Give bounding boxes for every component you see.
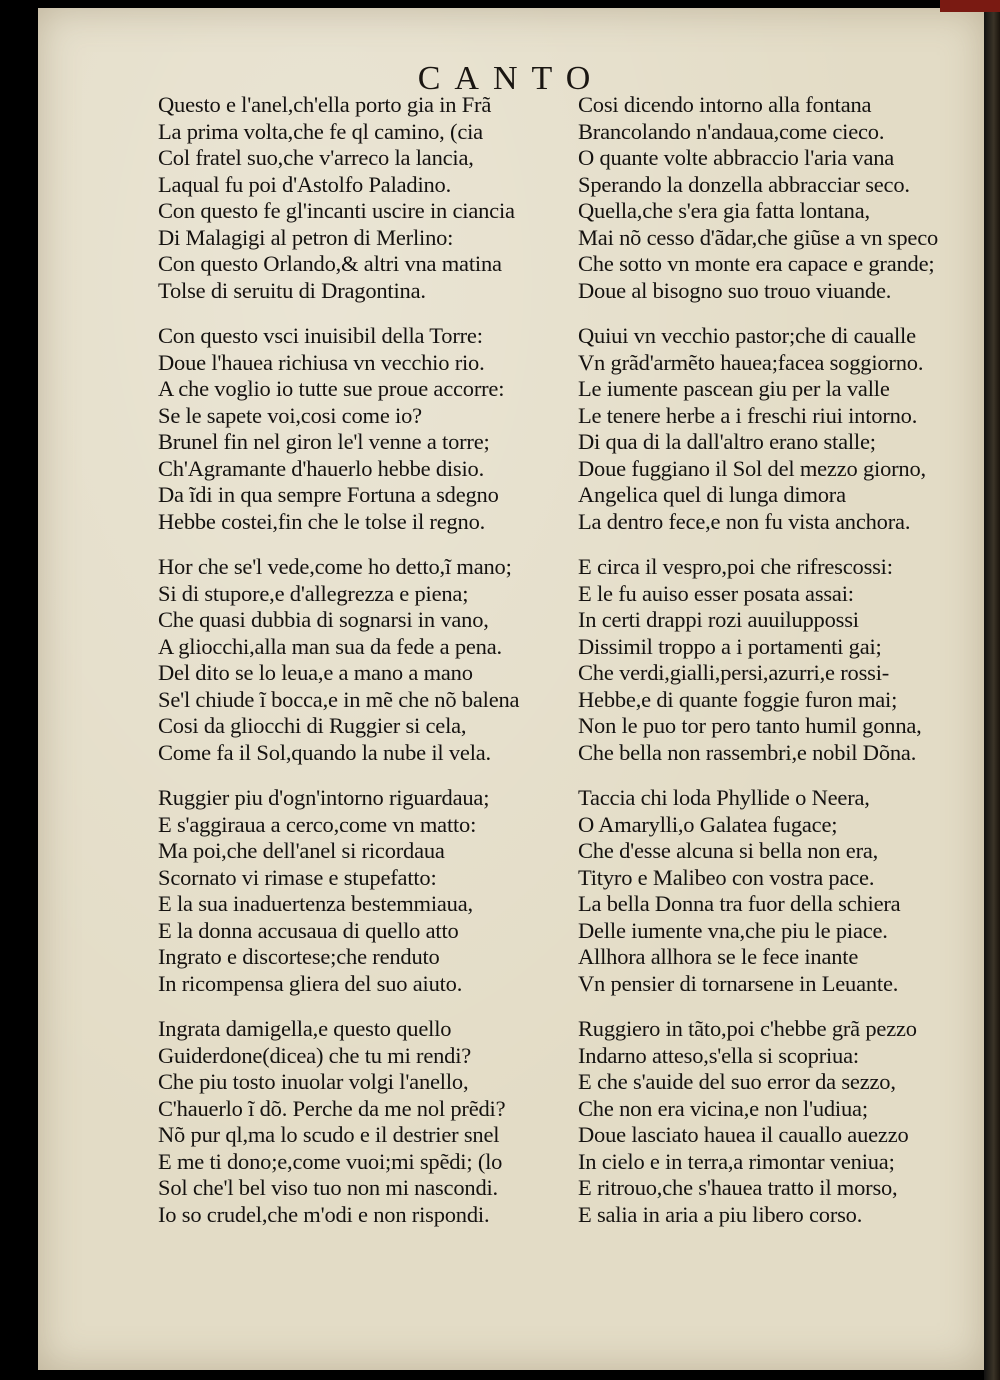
verse-line: Brunel fin nel giron le'l venne a torre; <box>158 429 490 454</box>
right-stanza <box>578 323 984 535</box>
book-page <box>38 8 984 1370</box>
verse-line: Si di stupore,e d'allegrezza e piena; <box>158 580 469 606</box>
left-column <box>158 92 578 1247</box>
verse-line: La bella Donna tra fuor della schiera <box>578 891 901 916</box>
verse-line: O Amarylli,o Galatea fugace; <box>578 811 838 837</box>
verse-line: Da ĩdi in qua sempre Fortuna a sdegno <box>158 482 499 507</box>
left-stanza <box>158 92 578 304</box>
verse-line: Come fa il Sol,quando la nube il vela. <box>158 739 491 765</box>
verse-line: Ingrato e discortese;che renduto <box>158 944 440 969</box>
verse-line: O quante volte abbraccio l'aria vana <box>578 145 895 170</box>
verse-line: Ch'Agramante d'hauerlo hebbe disio. <box>158 455 485 481</box>
verse-line: E salia in aria a piu libero corso. <box>578 1201 863 1227</box>
verse-line: Laqual fu poi d'Astolfo Paladino. <box>158 171 452 197</box>
verse-line: A che voglio io tutte sue proue accorre: <box>158 376 505 401</box>
verse-line: E la sua inaduertenza bestemmiaua, <box>158 891 473 916</box>
verse-line: Hor che se'l vede,come ho detto,ĩ mano; <box>158 554 512 579</box>
verse-line: Le tenere herbe a i freschi riui intorno. <box>578 402 918 428</box>
verse-line: Di qua di la dall'altro erano stalle; <box>578 429 876 454</box>
binding-tab <box>940 0 1000 12</box>
running-head: CANTO <box>417 60 605 97</box>
adjacent-page-edge <box>984 0 1000 1380</box>
verse-line: Che d'esse alcuna si bella non era, <box>578 838 879 863</box>
verse-line: Che piu tosto inuolar volgi l'anello, <box>158 1069 469 1094</box>
verse-line: Tolse di seruitu di Dragontina. <box>158 277 426 303</box>
verse-line: Doue al bisogno suo trouo viuande. <box>578 277 892 303</box>
verse-line: E circa il vespro,poi che rifrescossi: <box>578 554 893 579</box>
left-stanza <box>158 785 578 997</box>
verse-line: Con questo Orlando,& altri vna matina <box>158 251 502 276</box>
verse-line: Ma poi,che dell'anel si ricordaua <box>158 838 445 863</box>
right-stanza <box>578 1016 984 1228</box>
verse-line: In cielo e in terra,a rimontar veniua; <box>578 1148 895 1174</box>
verse-line: Con questo vsci inuisibil della Torre: <box>158 323 483 348</box>
verse-line: Del dito se lo leua,e a mano a mano <box>158 660 473 685</box>
verse-line: E s'aggiraua a cerco,come vn matto: <box>158 811 477 837</box>
verse-line: Delle iumente vna,che piu le piace. <box>578 917 888 943</box>
verse-line: E le fu auiso esser posata assai: <box>578 580 854 606</box>
verse-line: Angelica quel di lunga dimora <box>578 482 846 507</box>
verse-line: Mai nõ cesso d'ãdar,che giũse a vn speco <box>578 224 939 250</box>
verse-line: Dissimil troppo a i portamenti gai; <box>578 633 882 659</box>
verse-line: Che quasi dubbia di sognarsi in vano, <box>158 607 489 632</box>
left-stanza <box>158 323 578 535</box>
verse-line: In ricompensa gliera del suo aiuto. <box>158 970 463 996</box>
verse-line: La dentro fece,e non fu vista anchora. <box>578 508 911 534</box>
verse-line: Brancolando n'andaua,come cieco. <box>578 118 885 144</box>
verse-line: Con questo fe gl'incanti uscire in ciancia <box>158 198 515 223</box>
verse-line: Hebbe costei,fin che le tolse il regno. <box>158 508 486 534</box>
verse-line: Ingrata damigella,e questo quello <box>158 1016 452 1041</box>
verse-line: Che verdi,gialli,persi,azurri,e rossi- <box>578 660 890 685</box>
verse-line: Le iumente pascean giu per la valle <box>578 376 890 401</box>
verse-line: E me ti dono;e,come vuoi;mi spẽdi; (lo <box>158 1148 503 1174</box>
verse-line: Nõ pur ql,ma lo scudo e il destrier snel <box>158 1122 500 1147</box>
verse-line: Col fratel suo,che v'arreco la lancia, <box>158 145 474 170</box>
verse-line: E che s'auide del suo error da sezzo, <box>578 1069 896 1094</box>
verse-line: Cosi da gliocchi di Ruggier si cela, <box>158 713 467 738</box>
verse-line: C'hauerlo ĩ dõ. Perche da me nol prẽdi? <box>158 1095 506 1121</box>
verse-line: Doue l'hauea richiusa vn vecchio rio. <box>158 349 485 375</box>
verse-line: Doue fuggiano il Sol del mezzo giorno, <box>578 455 926 481</box>
verse-line: La prima volta,che fe ql camino, (cia <box>158 118 483 144</box>
verse-line: Cosi dicendo intorno alla fontana <box>578 92 872 117</box>
verse-line: Quella,che s'era gia fatta lontana, <box>578 198 870 223</box>
right-stanza <box>578 554 984 766</box>
verse-line: Che bella non rassembri,e nobil Dõna. <box>578 739 917 765</box>
verse-line: Indarno atteso,s'ella si scopriua: <box>578 1042 859 1068</box>
right-stanza <box>578 785 984 997</box>
verse-line: Allhora allhora se le fece inante <box>578 944 859 969</box>
verse-line: In certi drappi rozi auuiluppossi <box>578 607 859 632</box>
verse-line: Se'l chiude ĩ bocca,e in mẽ che nõ balena <box>158 686 520 712</box>
verse-line: Di Malagigi al petron di Merlino: <box>158 224 454 250</box>
verse-line: A gliocchi,alla man sua da fede a pena. <box>158 633 502 659</box>
verse-line: Non le puo tor pero tanto humil gonna, <box>578 713 922 738</box>
verse-line: Vn grãd'armẽto hauea;facea soggiorno. <box>578 349 924 375</box>
verse-line: Taccia chi loda Phyllide o Neera, <box>578 785 870 810</box>
verse-line: Hebbe,e di quante foggie furon mai; <box>578 686 898 712</box>
verse-line: Che sotto vn monte era capace e grande; <box>578 251 935 276</box>
verse-line: Doue lasciato hauea il cauallo auezzo <box>578 1122 909 1147</box>
verse-line: Ruggiero in tãto,poi c'hebbe grã pezzo <box>578 1016 917 1041</box>
left-stanza <box>158 1016 578 1228</box>
verse-line: Questo e l'anel,ch'ella porto gia in Frã <box>158 92 492 117</box>
verse-line: Guiderdone(dicea) che tu mi rendi? <box>158 1042 472 1068</box>
verse-line: Sperando la donzella abbracciar seco. <box>578 171 910 197</box>
verse-line: E ritrouo,che s'hauea tratto il morso, <box>578 1175 898 1200</box>
right-stanza <box>578 92 984 304</box>
verse-line: Che non era vicina,e non l'udiua; <box>578 1095 868 1121</box>
left-stanza <box>158 554 578 766</box>
verse-line: Sol che'l bel viso tuo non mi nascondi. <box>158 1175 498 1200</box>
verse-line: Scornato vi rimase e stupefatto: <box>158 864 437 890</box>
right-column <box>578 92 984 1247</box>
verse-line: E la donna accusaua di quello atto <box>158 917 459 943</box>
verse-line: Tityro e Malibeo con vostra pace. <box>578 864 875 890</box>
verse-line: Se le sapete voi,cosi come io? <box>158 402 422 428</box>
verse-line: Ruggier piu d'ogn'intorno riguardaua; <box>158 785 490 810</box>
verse-line: Quiui vn vecchio pastor;che di caualle <box>578 323 916 348</box>
verse-line: Vn pensier di tornarsene in Leuante. <box>578 970 899 996</box>
verse-line: Io so crudel,che m'odi e non rispondi. <box>158 1201 490 1227</box>
